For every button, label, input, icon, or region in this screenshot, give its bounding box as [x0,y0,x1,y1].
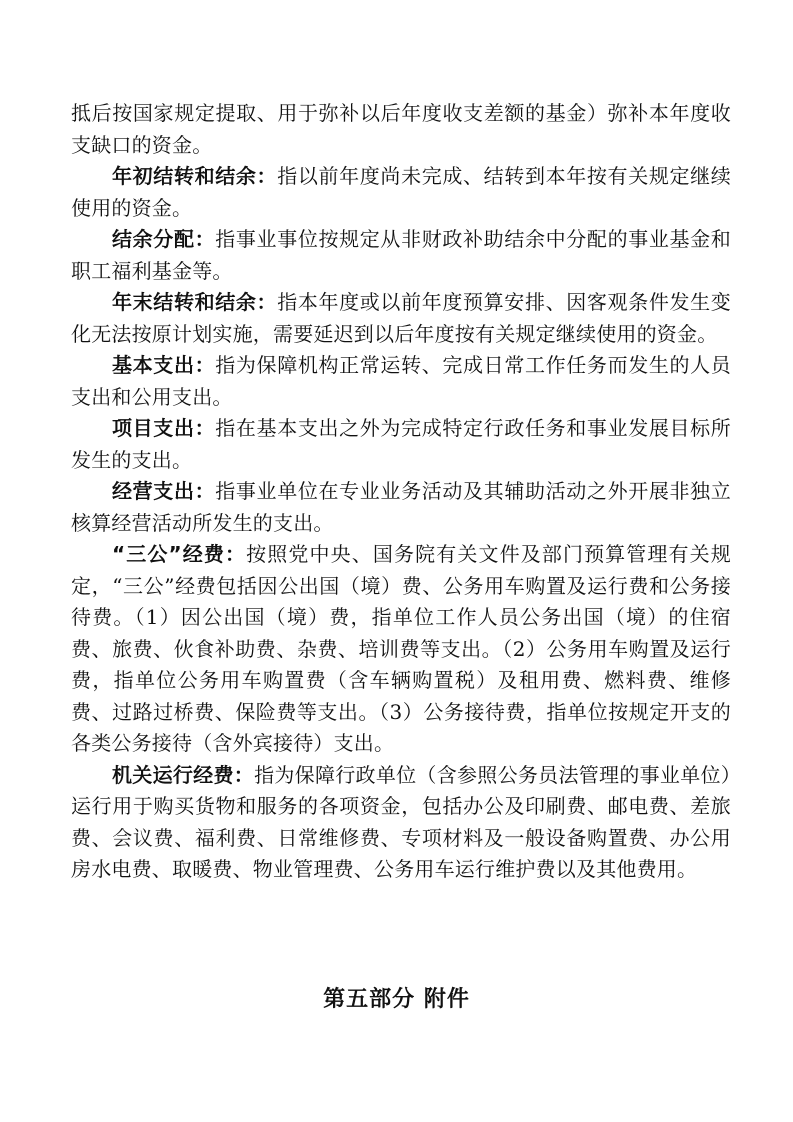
term-definition: 指事业单位在专业业务活动及其辅助活动之外开展非独立核算经营活动所发生的支出。 [71,479,732,535]
paragraph-year-end-carryover [71,287,731,350]
paragraph-operating-expenditure [71,476,731,539]
paragraph-continuation [71,98,731,161]
paragraph-text: 抵后按国家规定提取、用于弥补以后年度收支差额的基金）弥补本年度收支缺口的资金。 [71,101,731,157]
term-label: “三公”经费： [112,542,247,566]
term-label: 年末结转和结余： [112,290,278,314]
section-title: 第五部分 附件 [323,987,470,1012]
paragraph-project-expenditure [71,413,731,476]
term-label: 机关运行经费： [112,762,255,787]
glossary-body [71,98,731,886]
term-label: 结余分配： [112,227,216,251]
paragraph-basic-expenditure [71,350,731,413]
paragraph-year-start-carryover [71,161,731,224]
term-definition: 指事业事位按规定从非财政补助结余中分配的事业基金和职工福利基金等。 [71,227,732,283]
paragraph-surplus-distribution [71,224,731,287]
paragraph-agency-operating-funds [71,760,731,886]
term-label: 项目支出： [112,416,216,440]
term-definition: 指本年度或以前年度预算安排、因客观条件发生变化无法按原计划实施，需要延迟到以后年度按有关规定继续使用的资金。 [71,290,731,346]
term-definition: 按照党中央、国务院有关文件及部门预算管理有关规定，“三公”经费包括因公出国（境）费、公务用车购置及运行费和公务接待费。（1）因公出国（境）费，指单位工作人员公务出国（境）的住宿费、旅费、伙食补助费、杂费、培训费等支出。（2）公务用车购置及运行费，指单位公务用车购置费（含车辆购置税）及租用费、燃料费、维修费、过路过桥费、保险费等支出。（3）公务接待费，指单位按规定开支的各类公务接待（含外宾接待）支出。 [71,542,731,755]
term-definition: 指以前年度尚未完成、结转到本年按有关规定继续使用的资金。 [71,164,731,220]
term-definition: 指为保障机构正常运转、完成日常工作任务而发生的人员支出和公用支出。 [71,353,732,409]
term-label: 经营支出： [112,479,216,503]
term-definition: 指在基本支出之外为完成特定行政任务和事业发展目标所发生的支出。 [71,416,732,472]
paragraph-three-public-expenses [71,539,731,760]
term-label: 年初结转和结余： [112,164,278,188]
term-definition: 指为保障行政单位（含参照公务员法管理的事业单位）运行用于购买货物和服务的各项资金，包括办公及印刷费、邮电费、差旅费、会议费、福利费、日常维修费、专项材料及一般设备购置费、办公用房水电费、取暖费、物业管理费、公务用车运行维护费以及其他费用。 [71,762,731,881]
term-label: 基本支出： [112,353,216,377]
